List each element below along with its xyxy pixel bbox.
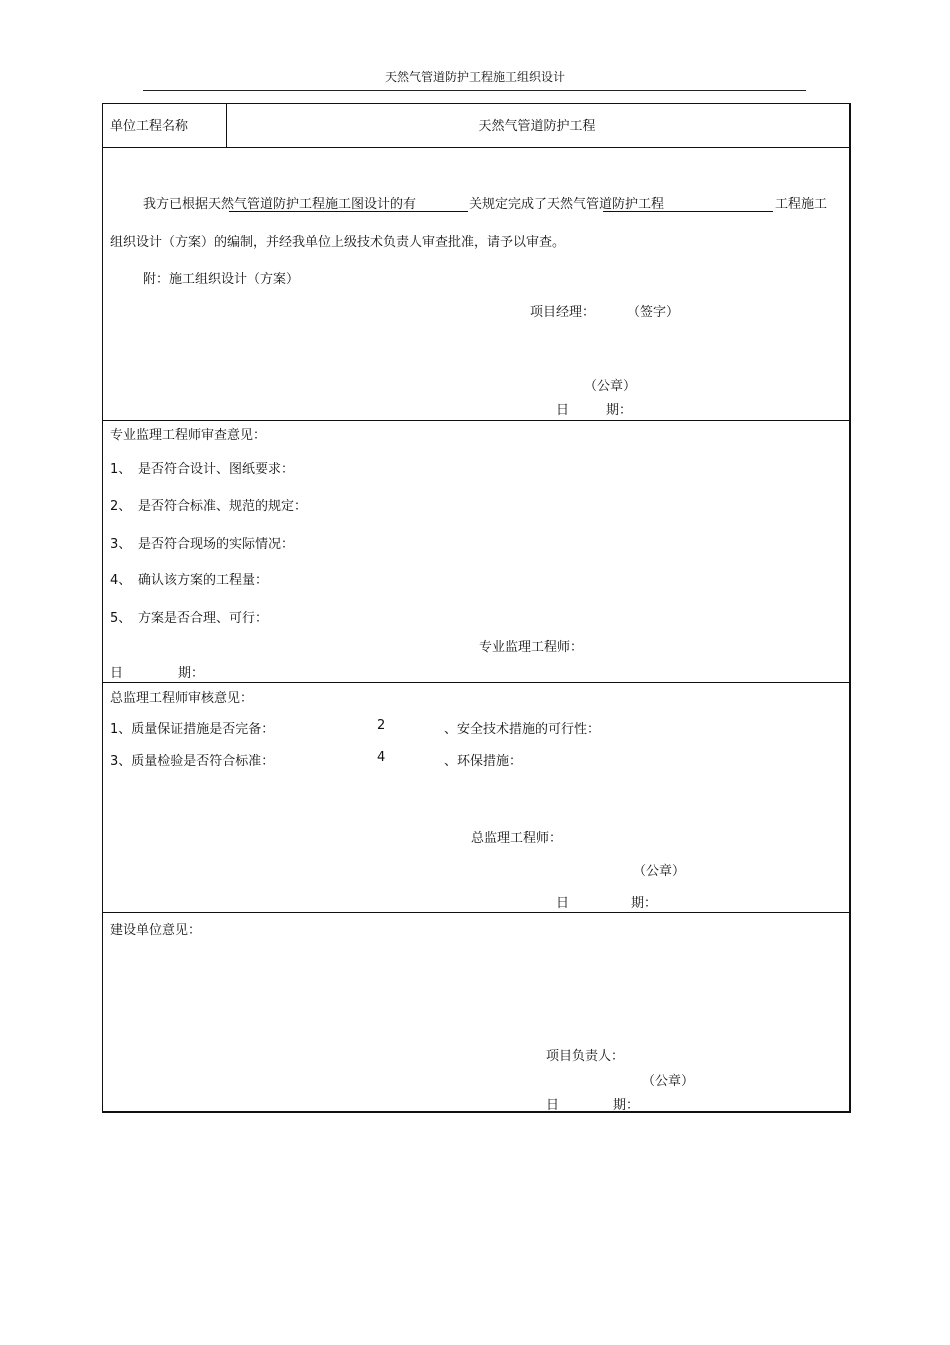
row-divider-3 bbox=[102, 682, 850, 683]
specialist-item-text: 方案是否合理、可行： bbox=[138, 611, 269, 626]
project-name-underline bbox=[603, 211, 773, 212]
specialist-item-text: 确认该方案的工程量： bbox=[138, 573, 269, 588]
submission-project-name: 天然气管道防护工程 bbox=[547, 197, 665, 212]
date-ri: 日 bbox=[556, 896, 570, 911]
specialist-item-text: 是否符合现场的实际情况： bbox=[138, 537, 295, 552]
date-ri: 日 bbox=[546, 1098, 560, 1113]
seal-label: （公章） bbox=[584, 379, 637, 394]
row-divider-4 bbox=[102, 912, 850, 913]
unit-name-value: 天然气管道防护工程 bbox=[478, 119, 596, 134]
owner-opinion-title: 建设单位意见： bbox=[110, 923, 202, 938]
date-qi: 期： bbox=[613, 1098, 640, 1113]
project-leader-label: 项目负责人： bbox=[546, 1049, 625, 1064]
submission-design-ref: 天然气管道防护工程施工图设计的有 bbox=[208, 197, 417, 212]
submission-we: 我方已根据 bbox=[143, 197, 209, 212]
specialist-item-num: 5、 bbox=[110, 611, 132, 626]
design-ref-underline bbox=[229, 211, 468, 212]
unit-name-label: 单位工程名称 bbox=[110, 119, 189, 134]
specialist-item-num: 4、 bbox=[110, 573, 132, 588]
date-qi: 期： bbox=[631, 896, 658, 911]
specialist-item-num: 1、 bbox=[110, 462, 132, 477]
project-manager-label: 项目经理： bbox=[530, 305, 596, 320]
signature-label: （签字） bbox=[627, 305, 680, 320]
seal-label: （公章） bbox=[633, 864, 686, 879]
chief-item-2-number: 2 bbox=[377, 718, 386, 733]
specialist-item-num: 3、 bbox=[110, 537, 132, 552]
row-divider-1 bbox=[102, 147, 850, 148]
chief-item-3: 3、质量检验是否符合标准： bbox=[110, 754, 275, 769]
page-header-title: 天然气管道防护工程施工组织设计 bbox=[384, 70, 565, 84]
seal-label: （公章） bbox=[642, 1074, 695, 1089]
row-divider-2 bbox=[102, 420, 850, 421]
header-rule bbox=[143, 90, 806, 91]
date-ri: 日 bbox=[110, 666, 124, 681]
chief-item-1: 1、质量保证措施是否完备： bbox=[110, 722, 275, 737]
specialist-engineer-label: 专业监理工程师： bbox=[479, 640, 584, 655]
chief-item-4: 、环保措施： bbox=[444, 754, 523, 769]
date-ri: 日 bbox=[556, 403, 570, 418]
submission-tail: 工程施工 bbox=[775, 197, 828, 212]
chief-item-2: 、安全技术措施的可行性： bbox=[444, 722, 601, 737]
specialist-item-text: 是否符合设计、图纸要求： bbox=[138, 462, 295, 477]
date-qi: 期： bbox=[606, 403, 633, 418]
submission-line-2: 组织设计（方案）的编制，并经我单位上级技术负责人审查批准，请予以审查。 bbox=[110, 235, 566, 250]
chief-engineer-label: 总监理工程师： bbox=[471, 831, 563, 846]
chief-item-4-number: 4 bbox=[377, 750, 386, 765]
specialist-item-num: 2、 bbox=[110, 499, 132, 514]
submission-mid: 关规定完成了 bbox=[469, 197, 548, 212]
date-qi: 期： bbox=[178, 666, 205, 681]
chief-review-title: 总监理工程师审核意见： bbox=[110, 691, 254, 706]
specialist-item-text: 是否符合标准、规范的规定： bbox=[138, 499, 308, 514]
attachment-note: 附：施工组织设计（方案） bbox=[143, 272, 300, 287]
specialist-review-title: 专业监理工程师审查意见： bbox=[110, 428, 267, 443]
